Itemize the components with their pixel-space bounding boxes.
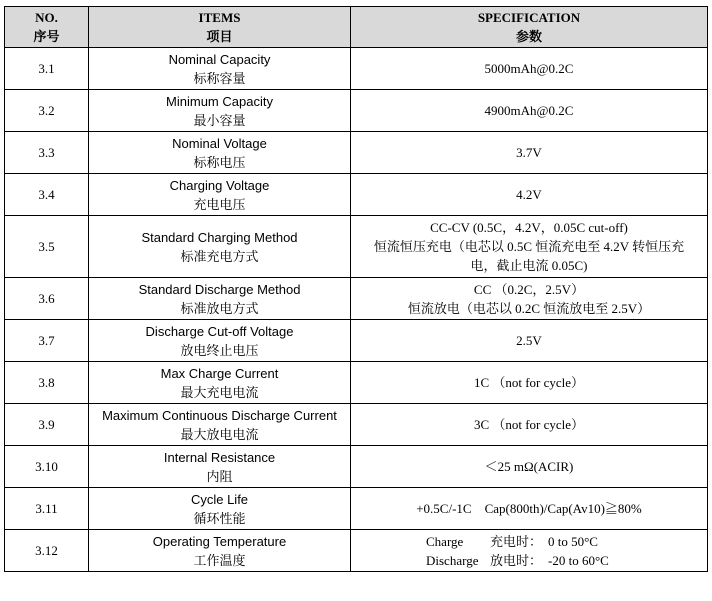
item-cn: 最大充电电流 [180,384,259,400]
header-no-en: NO. [35,10,58,25]
row-no: 3.11 [5,488,89,530]
item-cn: 循环性能 [193,510,246,526]
row-item [89,446,351,488]
item-en: Discharge Cut-off Voltage [145,323,294,339]
item-en: Maximum Continuous Discharge Current [102,407,337,423]
header-items-en: ITEMS [198,10,241,25]
table-row [5,446,708,488]
temp-charge-line [354,532,704,551]
header-no [5,7,89,48]
row-item [89,404,351,446]
header-spec-en: SPECIFICATION [477,10,581,25]
row-no: 3.5 [5,216,89,278]
temp-charge-value: 0 to 50°C [548,533,598,549]
table-row [5,320,708,362]
row-spec: 2.5V [351,320,708,362]
item-cn: 内阻 [206,468,233,484]
row-no: 3.7 [5,320,89,362]
row-item [89,132,351,174]
item-en: Max Charge Current [160,365,279,381]
spec-line: CC （0.2C，2.5V） [473,281,585,297]
row-spec: +0.5C/-1C Cap(800th)/Cap(Av10)≧80% [351,488,708,530]
row-item [89,488,351,530]
spec-line: CC-CV (0.5C，4.2V，0.05C cut-off) [430,220,628,235]
item-en: Operating Temperature [152,533,287,549]
row-item [89,362,351,404]
temp-discharge-line [354,551,704,570]
item-en: Internal Resistance [163,449,276,465]
table-row [5,132,708,174]
item-cn: 工作温度 [193,552,246,568]
item-cn: 标称电压 [193,154,246,170]
row-spec: 4900mAh@0.2C [351,90,708,132]
row-no: 3.10 [5,446,89,488]
row-no: 3.4 [5,174,89,216]
row-no: 3.1 [5,48,89,90]
item-cn: 充电电压 [193,196,246,212]
row-item [89,216,351,278]
row-no: 3.6 [5,278,89,320]
table-row [5,174,708,216]
temp-discharge-label: Discharge [426,552,479,568]
item-en: Minimum Capacity [166,93,273,109]
item-en: Nominal Voltage [172,135,267,151]
row-spec: 5000mAh@0.2C [351,48,708,90]
spec-line: 恒流放电（电芯以 0.2C 恒流放电至 2.5V） [407,300,651,316]
temp-discharge-value: -20 to 60°C [548,552,609,568]
table-row [5,362,708,404]
row-spec: 3.7V [351,132,708,174]
row-item [89,320,351,362]
header-spec-cn: 参数 [515,29,542,44]
row-spec [351,278,708,320]
header-items-cn: 项目 [206,29,233,44]
spec-line: 电，截止电流 0.05C) [470,258,588,273]
temp-charge-label: Charge [426,533,464,549]
item-cn: 标准放电方式 [180,300,259,316]
table-row [5,530,708,572]
item-cn: 最小容量 [193,112,246,128]
row-spec: 1C （not for cycle） [351,362,708,404]
row-item [89,48,351,90]
item-en: Cycle Life [190,491,249,507]
row-no: 3.8 [5,362,89,404]
item-en: Standard Discharge Method [138,281,301,297]
row-item [89,530,351,572]
table-row [5,404,708,446]
table-row [5,216,708,278]
row-spec: 3C （not for cycle） [351,404,708,446]
row-spec: ＜25 mΩ(ACIR) [351,446,708,488]
row-spec: 4.2V [351,174,708,216]
item-cn: 放电终止电压 [180,342,259,358]
temp-charge-cn: 充电时： [490,533,543,549]
row-spec [351,530,708,572]
spec-table [4,6,708,572]
table-row [5,278,708,320]
row-no: 3.3 [5,132,89,174]
item-en: Nominal Capacity [168,51,271,67]
item-en: Charging Voltage [169,177,270,193]
item-cn: 最大放电电流 [180,426,259,442]
item-en: Standard Charging Method [141,229,298,245]
row-item [89,174,351,216]
row-spec [351,216,708,278]
table-row [5,48,708,90]
item-cn: 标称容量 [193,70,246,86]
item-cn: 标准充电方式 [180,248,259,264]
table-row [5,488,708,530]
row-item [89,278,351,320]
spec-line: 恒流恒压充电（电芯以 0.5C 恒流充电至 4.2V 转恒压充 [373,239,685,254]
row-no: 3.12 [5,530,89,572]
row-no: 3.9 [5,404,89,446]
header-row [5,7,708,48]
temp-discharge-cn: 放电时： [490,552,543,568]
table-row [5,90,708,132]
row-no: 3.2 [5,90,89,132]
header-no-cn: 序号 [33,29,60,44]
row-item [89,90,351,132]
header-spec [351,7,708,48]
header-items [89,7,351,48]
